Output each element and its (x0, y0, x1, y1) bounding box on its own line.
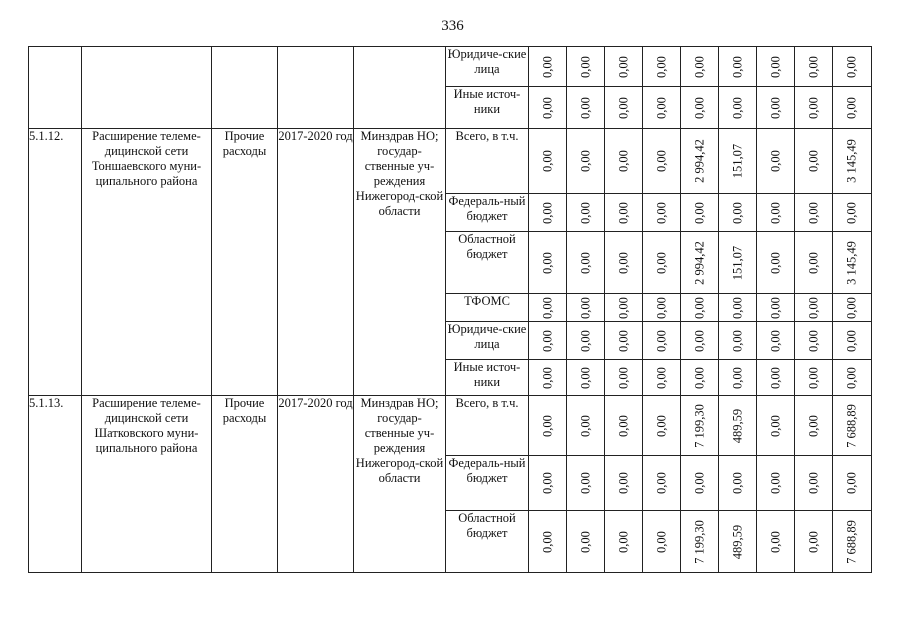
value-cell (719, 294, 757, 322)
value-cell (833, 456, 872, 511)
value-cell (795, 129, 833, 194)
value-cell (605, 87, 643, 129)
implementation-period: 2017-2020 год (278, 396, 354, 573)
value-text: 0,00 (616, 96, 630, 119)
value-cell (795, 360, 833, 396)
value-cell (567, 232, 605, 294)
value-text: 0,00 (654, 251, 668, 274)
value-cell (757, 511, 795, 573)
value-cell (681, 47, 719, 87)
value-text: 2 994,42 (692, 139, 706, 183)
value-text: 0,00 (844, 296, 859, 319)
value-text: 3 145,49 (844, 139, 859, 183)
funding-source: Всего, в т.ч. (446, 396, 529, 456)
value-text: 0,00 (540, 329, 554, 352)
value-cell (643, 322, 681, 360)
value-cell (757, 87, 795, 129)
value-cell (681, 194, 719, 232)
value-cell (643, 47, 681, 87)
value-text: 0,00 (730, 472, 744, 494)
funding-source: Областной бюджет (446, 511, 529, 573)
value-cell (605, 47, 643, 87)
value-cell (529, 360, 567, 396)
funding-source: Юридиче-ские лица (446, 47, 529, 87)
value-text: 0,00 (806, 55, 820, 78)
value-cell (719, 232, 757, 294)
value-text: 0,00 (730, 366, 744, 389)
value-text: 0,00 (616, 251, 630, 274)
value-cell (833, 294, 872, 322)
value-cell (643, 511, 681, 573)
table-row (29, 396, 872, 456)
implementation-period: 2017-2020 год (278, 129, 354, 396)
value-cell (605, 360, 643, 396)
value-cell (833, 322, 872, 360)
value-text: 0,00 (540, 55, 554, 78)
value-text: 0,00 (844, 366, 859, 389)
value-cell (567, 456, 605, 511)
value-cell (567, 360, 605, 396)
value-text: 0,00 (730, 55, 744, 78)
value-text: 0,00 (540, 251, 554, 274)
value-text: 0,00 (844, 96, 859, 119)
value-cell (719, 456, 757, 511)
table-row (29, 129, 872, 194)
value-text: 0,00 (616, 530, 630, 553)
value-cell (567, 87, 605, 129)
value-cell (529, 129, 567, 194)
value-text: 0,00 (578, 329, 592, 352)
value-text: 0,00 (578, 414, 592, 437)
value-cell (605, 194, 643, 232)
value-cell (605, 129, 643, 194)
value-text: 0,00 (692, 201, 706, 224)
value-cell (719, 322, 757, 360)
value-cell (605, 456, 643, 511)
value-cell (643, 129, 681, 194)
value-text: 0,00 (692, 366, 706, 389)
implementation-period (278, 47, 354, 129)
item-number: 5.1.12. (29, 129, 82, 396)
value-text: 0,00 (768, 150, 782, 172)
value-text: 0,00 (578, 472, 592, 494)
value-cell (719, 360, 757, 396)
value-text: 7 199,30 (692, 519, 706, 564)
value-cell (757, 294, 795, 322)
value-text: 489,59 (730, 408, 744, 443)
funding-source: Иные источ-ники (446, 360, 529, 396)
funding-source: Иные источ-ники (446, 87, 529, 129)
value-cell (605, 396, 643, 456)
item-number (29, 47, 82, 129)
value-cell (605, 511, 643, 573)
value-cell (643, 396, 681, 456)
value-cell (719, 129, 757, 194)
value-cell (833, 194, 872, 232)
value-text: 0,00 (768, 55, 782, 78)
value-cell (795, 396, 833, 456)
value-text: 0,00 (730, 201, 744, 224)
funding-source: ТФОМС (446, 294, 529, 322)
value-cell (529, 232, 567, 294)
value-cell (529, 294, 567, 322)
expense-type (212, 47, 278, 129)
value-text: 0,00 (654, 366, 668, 389)
funding-source: Юридиче-ские лица (446, 322, 529, 360)
value-cell (681, 322, 719, 360)
value-cell (795, 511, 833, 573)
value-cell (719, 87, 757, 129)
value-text: 0,00 (806, 472, 820, 494)
value-text: 0,00 (654, 414, 668, 437)
value-text: 3 145,49 (844, 240, 859, 285)
value-cell (681, 129, 719, 194)
value-cell (605, 322, 643, 360)
value-cell (757, 194, 795, 232)
value-cell (833, 87, 872, 129)
value-text: 0,00 (654, 530, 668, 553)
value-cell (795, 87, 833, 129)
value-cell (757, 360, 795, 396)
value-text: 0,00 (540, 201, 554, 224)
value-text: 0,00 (768, 96, 782, 119)
value-cell (681, 294, 719, 322)
value-text: 7 688,89 (844, 403, 859, 448)
value-cell (681, 456, 719, 511)
expense-type: Прочие расходы (212, 396, 278, 573)
value-text: 7 199,30 (692, 403, 706, 448)
value-text: 0,00 (654, 296, 668, 319)
funding-source: Федераль-ный бюджет (446, 194, 529, 232)
value-cell (795, 322, 833, 360)
value-cell (643, 456, 681, 511)
value-text: 0,00 (768, 201, 782, 224)
value-cell (719, 396, 757, 456)
responsible-executor: Минздрав НО; государ-ственные уч-реждения Нижегород-ской области (354, 129, 446, 396)
value-text: 0,00 (806, 366, 820, 389)
value-cell (757, 456, 795, 511)
value-cell (757, 232, 795, 294)
expense-type: Прочие расходы (212, 129, 278, 396)
value-text: 0,00 (806, 150, 820, 172)
value-text: 0,00 (578, 201, 592, 224)
value-text: 0,00 (540, 530, 554, 553)
value-text: 0,00 (692, 472, 706, 494)
value-cell (833, 129, 872, 194)
value-cell (529, 322, 567, 360)
value-cell (833, 396, 872, 456)
value-text: 0,00 (616, 329, 630, 352)
funding-source: Областной бюджет (446, 232, 529, 294)
value-text: 151,07 (730, 143, 744, 179)
value-text: 0,00 (844, 201, 859, 224)
value-cell (605, 294, 643, 322)
value-text: 0,00 (616, 472, 630, 494)
value-cell (643, 194, 681, 232)
value-cell (681, 87, 719, 129)
value-text: 151,07 (730, 245, 744, 280)
value-text: 0,00 (730, 329, 744, 352)
value-text: 0,00 (730, 296, 744, 319)
value-text: 0,00 (844, 472, 859, 494)
value-text: 0,00 (768, 530, 782, 553)
value-text: 0,00 (540, 414, 554, 437)
value-cell (529, 194, 567, 232)
value-text: 0,00 (578, 366, 592, 389)
value-cell (643, 87, 681, 129)
value-text: 0,00 (768, 472, 782, 494)
value-cell (529, 47, 567, 87)
value-cell (757, 47, 795, 87)
value-text: 0,00 (654, 55, 668, 78)
value-cell (757, 129, 795, 194)
value-cell (795, 294, 833, 322)
value-cell (529, 396, 567, 456)
value-text: 0,00 (578, 296, 592, 319)
value-text: 2 994,42 (692, 240, 706, 285)
value-text: 0,00 (616, 55, 630, 78)
value-text: 0,00 (768, 329, 782, 352)
value-cell (567, 129, 605, 194)
value-text: 0,00 (844, 55, 859, 78)
item-name: Расширение телеме-дицинской сети Тоншаевского муни-ципального района (82, 129, 212, 396)
value-text: 0,00 (616, 366, 630, 389)
value-cell (605, 232, 643, 294)
value-text: 0,00 (692, 96, 706, 119)
value-cell (529, 456, 567, 511)
value-text: 0,00 (578, 55, 592, 78)
value-text: 0,00 (578, 251, 592, 274)
value-text: 0,00 (692, 55, 706, 78)
item-name (82, 47, 212, 129)
value-text: 0,00 (806, 296, 820, 319)
value-text: 0,00 (578, 530, 592, 553)
funding-source: Всего, в т.ч. (446, 129, 529, 194)
value-cell (567, 396, 605, 456)
responsible-executor: Минздрав НО; государ-ственные уч-реждения Нижегород-ской области (354, 396, 446, 573)
value-cell (795, 456, 833, 511)
value-text: 0,00 (844, 329, 859, 352)
value-cell (833, 47, 872, 87)
value-cell (681, 511, 719, 573)
value-text: 0,00 (768, 296, 782, 319)
item-name: Расширение телеме-дицинской сети Шатковского муни-ципального района (82, 396, 212, 573)
value-text: 0,00 (806, 96, 820, 119)
value-text: 489,59 (730, 524, 744, 559)
value-text: 0,00 (768, 251, 782, 274)
value-cell (833, 360, 872, 396)
value-cell (833, 511, 872, 573)
table-row (29, 47, 872, 87)
value-cell (567, 511, 605, 573)
value-cell (643, 294, 681, 322)
value-cell (681, 232, 719, 294)
value-cell (757, 396, 795, 456)
value-text: 0,00 (692, 329, 706, 352)
value-cell (681, 360, 719, 396)
value-text: 0,00 (692, 296, 706, 319)
value-text: 0,00 (654, 150, 668, 172)
value-text: 0,00 (540, 472, 554, 494)
value-text: 0,00 (806, 329, 820, 352)
value-cell (719, 47, 757, 87)
value-cell (643, 360, 681, 396)
page-number: 336 (441, 18, 464, 34)
value-text: 0,00 (768, 414, 782, 437)
value-text: 0,00 (540, 96, 554, 119)
responsible-executor (354, 47, 446, 129)
value-cell (681, 396, 719, 456)
value-text: 0,00 (654, 472, 668, 494)
value-cell (719, 194, 757, 232)
value-text: 0,00 (578, 96, 592, 119)
value-text: 0,00 (806, 414, 820, 437)
value-text: 0,00 (654, 201, 668, 224)
value-cell (719, 511, 757, 573)
value-cell (567, 47, 605, 87)
value-text: 0,00 (616, 150, 630, 172)
value-text: 0,00 (806, 530, 820, 553)
value-cell (795, 194, 833, 232)
funding-source: Федераль-ный бюджет (446, 456, 529, 511)
value-text: 7 688,89 (844, 519, 859, 564)
value-cell (567, 294, 605, 322)
value-text: 0,00 (654, 329, 668, 352)
value-text: 0,00 (540, 150, 554, 172)
item-number: 5.1.13. (29, 396, 82, 573)
value-text: 0,00 (616, 414, 630, 437)
value-cell (833, 232, 872, 294)
value-cell (795, 232, 833, 294)
budget-table (28, 46, 872, 573)
value-text: 0,00 (540, 366, 554, 389)
value-text: 0,00 (616, 201, 630, 224)
value-cell (795, 47, 833, 87)
value-cell (643, 232, 681, 294)
value-text: 0,00 (616, 296, 630, 319)
value-text: 0,00 (806, 251, 820, 274)
value-cell (567, 322, 605, 360)
value-text: 0,00 (768, 366, 782, 389)
value-text: 0,00 (654, 96, 668, 119)
value-text: 0,00 (730, 96, 744, 119)
value-text: 0,00 (578, 150, 592, 172)
value-text: 0,00 (540, 296, 554, 319)
value-cell (757, 322, 795, 360)
value-cell (529, 511, 567, 573)
value-cell (567, 194, 605, 232)
value-cell (529, 87, 567, 129)
value-text: 0,00 (806, 201, 820, 224)
